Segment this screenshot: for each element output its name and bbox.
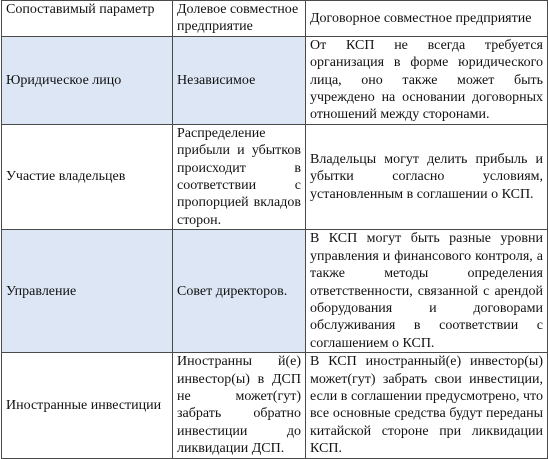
header-equity-jv: Долевое совместное предприятие <box>173 1 306 37</box>
row-parameter: Юридическое лицо <box>2 36 173 124</box>
table-row <box>2 36 548 124</box>
comparison-table <box>1 0 548 459</box>
row-parameter: Иностранные инвестиции <box>2 353 173 458</box>
row-parameter: Управление <box>2 230 173 353</box>
table-row <box>2 353 548 458</box>
row-contractual-cell: В КСП иностранный(е) инвестор(ы) может(гут) забрать свои инвестиции, если в соглашении предусмотрено, что все основные средства будут переданы китайской стороне при ликвидации КСП. <box>306 353 548 458</box>
row-parameter: Участие владельцев <box>2 124 173 229</box>
row-equity-cell: Распределение прибыли и убытков происходит в соответствии с пропорцией вкладов сторон. <box>173 124 306 229</box>
header-row <box>2 1 548 37</box>
table-row <box>2 230 548 353</box>
row-contractual-cell: В КСП могут быть разные уровни управления и финансового контроля, а также методы определения ответственности, связанной с арендой оборудования и договорами обслуживания в соответствии с соглашением о КСП. <box>306 230 548 353</box>
header-parameter: Сопоставимый параметр <box>2 1 173 37</box>
header-contractual-jv: Договорное совместное предприятие <box>306 1 548 37</box>
row-equity-cell: Иностранны й(е) инвестор(ы) в ДСП не может(гут) забрать обратно инвестиции до ликвидации ДСП. <box>173 353 306 458</box>
row-equity-cell: Независимое <box>173 36 306 124</box>
row-equity-cell: Совет директоров. <box>173 230 306 353</box>
row-contractual-cell: От КСП не всегда требуется организация в форме юридического лица, оно также может быть учреждено на основании договорных отношений между сторонами. <box>306 36 548 124</box>
row-contractual-cell: Владельцы могут делить прибыль и убытки согласно условиям, установленным в соглашении о КСП. <box>306 124 548 229</box>
table-row <box>2 124 548 229</box>
